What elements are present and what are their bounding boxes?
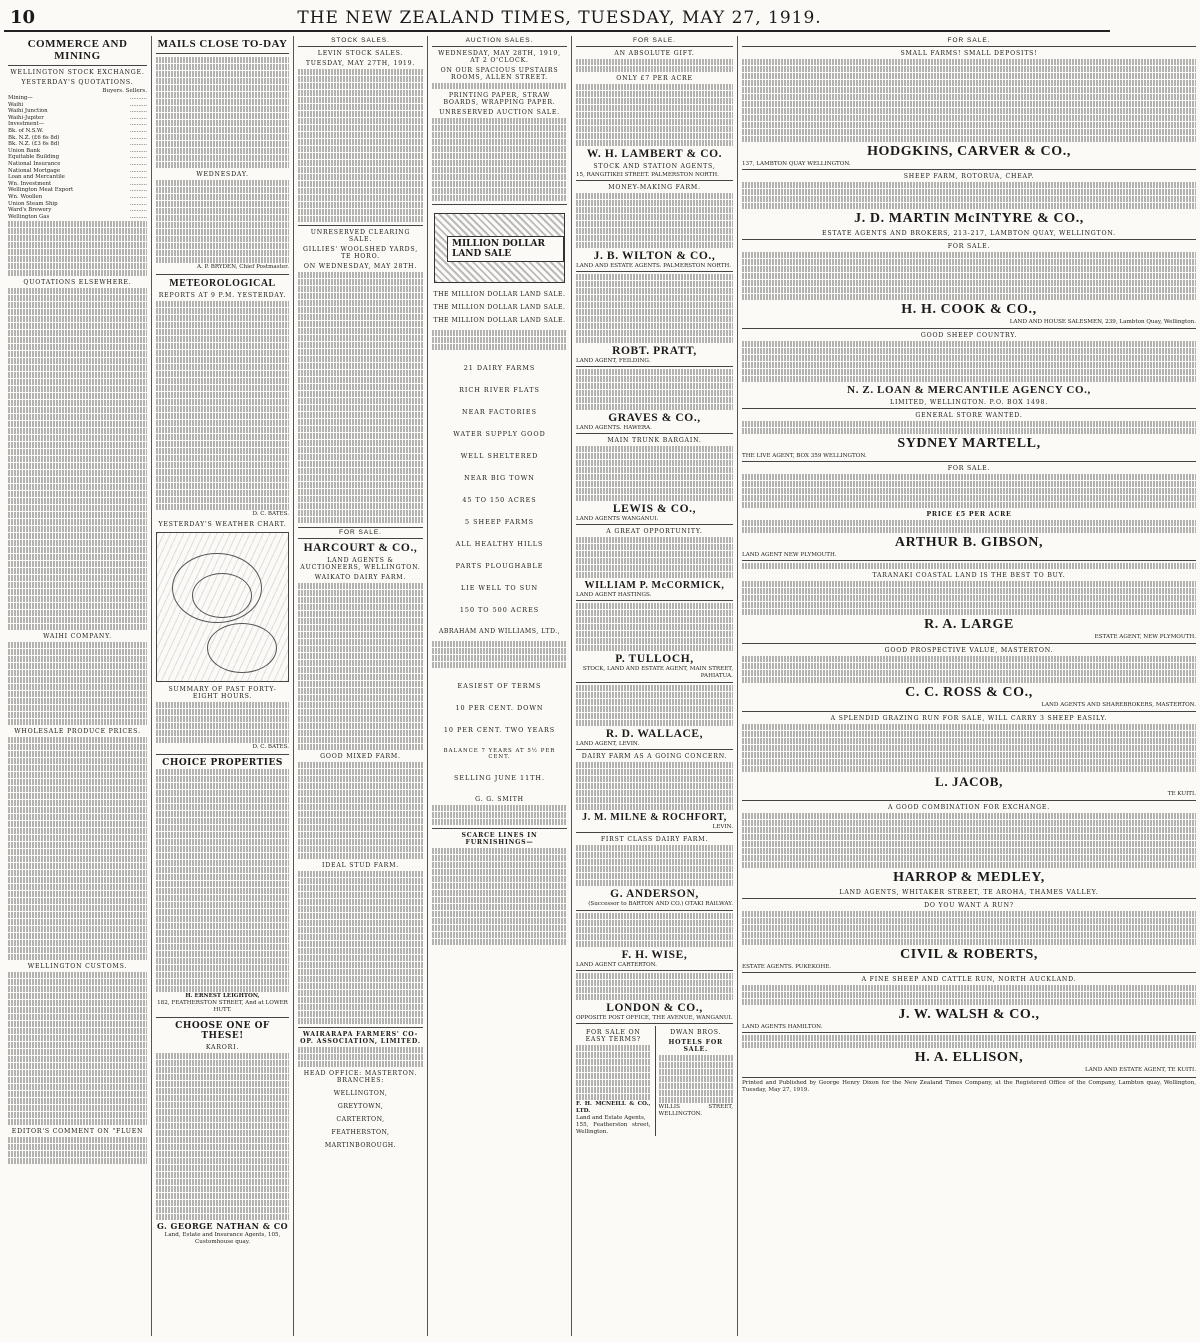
smith-signature: G. G. SMITH [475,796,524,803]
stamp-label: MILLION DOLLAR LAND SALE [447,236,564,262]
wallace-firm: R. D. WALLACE, [605,728,704,740]
martell-sub: THE LIVE AGENT, BOX 359 WELLINGTON. [742,453,1196,462]
commerce-heading: COMMERCE AND MINING [27,38,128,62]
farm-line: 5 SHEEP FARMS [465,518,534,526]
table-row: Mining— .......... [8,95,147,101]
scarce-lines-heading: SCARCE LINES IN FURNISHINGS— [461,832,538,846]
ross-sub: LAND AGENTS AND SHAREBROKERS, MASTERTON. [742,702,1196,712]
for-sale-header: FOR SALE. [576,36,733,47]
text-block [742,59,1196,142]
farm-line: WATER SUPPLY GOOD [453,430,546,438]
farm-line: LIE WELL TO SUN [460,584,539,592]
table-row: Equitable Building .......... [8,154,147,161]
te-horo-heading: GILLIES' WOOLSHED YARDS, TE HORO. [302,246,419,260]
pratt-sub: LAND AGENT, FEILDING. [576,358,733,367]
farm-line: NEAR FACTORIES [462,408,537,416]
waihi-company-heading: WAIHI COMPANY. [43,633,112,641]
table-row: National Mortgage .......... [8,167,147,174]
wise-sub: LAND AGENT CARTERTON. [576,962,733,971]
grazing-run-heading: A SPLENDID GRAZING RUN FOR SALE, WILL CARRY 3 SHEEP EASILY. [830,715,1108,722]
graves-sub: LAND AGENTS. HAWERA. [576,425,733,434]
main-trunk-heading: MAIN TRUNK BARGAIN. [607,437,702,444]
mcneill-sub: Land and Estate Agents, [576,1115,646,1121]
farm-line: 21 DAIRY FARMS [463,364,536,372]
weather-chart-heading: YESTERDAY'S WEATHER CHART. [158,521,287,528]
column-mails [152,36,294,1336]
harrop-sub: LAND AGENTS, WHITAKER STREET, TE AROHA, THAMES VALLEY. [742,889,1196,899]
mcneill-block [576,1026,651,1136]
text-block [8,221,147,276]
milne-sub: LEVIN. [576,824,733,833]
masterton-heading: GOOD PROSPECTIVE VALUE, MASTERTON. [884,647,1054,654]
lambert-firm: W. H. LAMBERT & CO. [586,148,723,160]
text-block [659,1055,734,1103]
text-block [576,845,733,886]
text-block [298,272,423,523]
harrop-firm: HARROP & MEDLEY, [893,870,1045,885]
column-for-sale-a [572,36,738,1336]
branch-town: MARTINBOROUGH. [324,1142,397,1149]
imprint-footer: Printed and Published by George Henry Dixon for the New Zealand Times Company, at the Registered Office of the Company, Lambton quay, Wellington, Tuesday, May 27, 1919. [742,1077,1196,1094]
text-block [156,57,289,168]
mails-heading: MAILS CLOSE TO-DAY [157,38,288,50]
million-line: THE MILLION DOLLAR LAND SALE. [433,291,566,298]
jacob-firm: L. JACOB, [935,774,1003,789]
hodgkins-address: 137, LAMBTON QUAY WELLINGTON. [742,161,1196,170]
bates-signature: D. C. BATES. [252,511,289,517]
editor-comment-heading: EDITOR'S COMMENT ON "FLUEN [11,1128,144,1136]
jacob-sub: TE KUITI. [742,791,1196,801]
london-sub: OPPOSITE POST OFFICE, THE AVENUE, WANGANUI. [576,1015,733,1024]
tulloch-firm: P. TULLOCH, [615,653,694,665]
weather-chart-map [156,532,289,682]
table-row: Wn. Investment .......... [8,180,147,187]
quotations-table [8,95,147,220]
ellison-sub: LAND AND ESTATE AGENT, TE KUITI. [1085,1067,1196,1073]
table-row: Wellington Gas .......... [8,213,147,220]
wilton-firm: J. B. WILTON & CO., [593,250,716,262]
table-row: Investment— .......... [8,121,147,128]
leighton-address: 182, FEATHERSTON STREET, And at LOWER HUTT. [157,1000,288,1013]
farm-line: ALL HEALTHY HILLS [455,540,544,548]
newspaper-title: THE NEW ZEALAND TIMES, TUESDAY, MAY 27, 1919. [297,8,822,28]
text-block [742,1035,1196,1048]
clearing-sale-heading: UNRESERVED CLEARING SALE. [310,229,411,243]
unreserved-heading: UNRESERVED AUCTION SALE. [439,109,560,116]
wairarapa-firm: WAIRARAPA FARMERS' CO-OP. ASSOCIATION, LIMITED. [300,1031,421,1045]
combination-heading: A GOOD COMBINATION FOR EXCHANGE. [888,804,1050,811]
mcintyre-firm: J. D. MARTIN McINTYRE & CO., [854,211,1084,226]
lambert-address: 15, RANGITIKEI STREET. PALMERSTON NORTH. [576,172,733,181]
for-sale-header: FOR SALE. [298,527,423,539]
small-farms-heading: SMALL FARMS! SMALL DEPOSITS! [900,50,1038,57]
wednesday-heading: ON WEDNESDAY, MAY 28TH. [303,263,418,270]
pratt-firm: ROBT. PRATT, [612,345,697,357]
mcneill-firm: F. H. MCNEILL & CO., LTD. [576,1101,651,1114]
gibson-firm: ARTHUR B. GIBSON, [894,535,1044,550]
text-block [576,369,733,410]
bottom-split [576,1026,733,1136]
auction-sales-header: AUCTION SALES. [432,36,567,47]
text-block [576,537,733,578]
civil-roberts-firm: CIVIL & ROBERTS, [900,947,1038,962]
branch-town: CARTERTON, [336,1116,385,1123]
cook-firm: H. H. COOK & CO., [901,302,1037,317]
column-stock-sales [294,36,428,1336]
waikato-heading: WAIKATO DAIRY FARM. [314,574,407,581]
harcourt-firm: HARCOURT & CO., [303,542,418,554]
walsh-sub: LAND AGENTS HAMILTON. [742,1024,1196,1033]
farm-line: 45 TO 150 ACRES [462,496,537,504]
text-block [432,805,567,825]
branch-town: FEATHERSTON, [331,1129,390,1136]
term-line: BALANCE 7 YEARS AT 5½ PER CENT. [443,748,556,760]
mixed-farm-heading: GOOD MIXED FARM. [320,753,401,760]
abraham-williams: ABRAHAM AND WILLIAMS, LTD., [438,628,561,635]
anderson-firm: G. ANDERSON, [610,888,699,900]
text-block [298,69,423,222]
london-firm: LONDON & CO., [606,1002,703,1014]
text-block [576,913,733,947]
text-block [8,737,147,960]
text-block [298,583,423,750]
text-block [298,762,423,859]
civil-roberts-sub: ESTATE AGENTS. PUKEKOHE. [742,964,1196,973]
column-auction-sales [428,36,572,1336]
table-row: Union Steam Ship .......... [8,200,147,207]
branch-town: GREYTOWN, [337,1103,384,1110]
ross-firm: C. C. ROSS & CO., [905,685,1033,700]
absolute-gift-heading: AN ABSOLUTE GIFT. [614,50,695,57]
money-making-heading: MONEY-MAKING FARM. [608,184,701,191]
mccormick-firm: WILLIAM P. McCORMICK, [584,580,725,591]
text-block [742,421,1196,434]
text-block [576,274,733,343]
first-class-heading: FIRST CLASS DAIRY FARM. [600,836,709,843]
ellison-firm: H. A. ELLISON, [914,1050,1024,1065]
tulloch-sub: STOCK, LAND AND ESTATE AGENT, MAIN STREET, PAHIATUA. [576,666,733,683]
dwan-address: WILLIS STREET, WELLINGTON. [658,1104,733,1117]
dwan-block [655,1026,734,1136]
nz-loan-sub: LIMITED, WELLINGTON. P.O. BOX 1498. [742,399,1196,409]
mcneill-address: 155, Featherston street, Wellington. [576,1122,651,1135]
table-row: Wn. Woollen .......... [8,193,147,200]
for-sale-header: FOR SALE. [742,36,1196,47]
farm-line: NEAR BIG TOWN [464,474,535,482]
columns [4,36,1196,1336]
quotations-elsewhere-heading: QUOTATIONS ELSEWHERE. [23,279,132,287]
text-block [8,972,147,1125]
karori-heading: KARORI. [205,1044,240,1051]
hodgkins-firm: HODGKINS, CARVER & CO., [867,144,1071,159]
mccormick-sub: LAND AGENT HASTINGS. [576,592,733,601]
gibson-sub: LAND AGENT NEW PLYMOUTH. [742,552,1196,561]
table-row: Waihi-Jupiter .......... [8,114,147,121]
easiest-terms: EASIEST OF TERMS [457,682,542,690]
text-block [742,474,1196,508]
large-firm: R. A. LARGE [924,617,1014,632]
table-row: National Insurance .......... [8,160,147,167]
column-for-sale-b [738,36,1200,1336]
wednesday-heading: WEDNESDAY. [196,171,249,178]
farm-line: PARTS PLOUGHABLE [455,562,544,570]
text-block [742,182,1196,209]
table-row: Wellington Meat Export .......... [8,187,147,194]
text-block [742,341,1196,382]
nz-loan-firm: N. Z. LOAN & MERCANTILE AGENCY CO., [847,384,1091,396]
text-block [576,1045,651,1100]
text-block [8,288,147,630]
great-opportunity-heading: A GREAT OPPORTUNITY. [606,528,703,535]
anderson-sub: (Successor to BARTON AND CO.) OTAKI RAILWAY. [576,901,733,911]
text-block [298,1047,423,1067]
dwan-firm: DWAN BROS. [670,1029,722,1036]
text-block [742,813,1196,868]
customs-heading: WELLINGTON CUSTOMS. [27,963,128,971]
meteorological-heading: METEOROLOGICAL [169,278,276,289]
auction-venue: ON OUR SPACIOUS UPSTAIRS ROOMS, ALLEN STREET. [440,67,559,81]
quotations-heading: YESTERDAY'S QUOTATIONS. [21,79,134,86]
wallace-sub: LAND AGENT, LEVIN. [576,741,733,750]
million-line: THE MILLION DOLLAR LAND SALE. [433,304,566,311]
table-row: Bk. N.Z. (£3 6s 8d) .......... [8,141,147,148]
farm-line: 150 TO 500 ACRES [459,606,540,614]
text-block [8,642,147,725]
term-line: 10 PER CENT. DOWN [455,704,544,712]
text-block [432,118,567,201]
choose-heading: CHOOSE ONE OF THESE! [175,1021,270,1041]
summary-heading: SUMMARY OF PAST FORTY-EIGHT HOURS. [168,686,277,700]
auction-lots: PRINTING PAPER, STRAW BOARDS, WRAPPING PAPER. [443,92,556,106]
wilton-sub: LAND AND ESTATE AGENTS. PALMERSTON NORTH. [576,263,733,272]
lambert-sub: STOCK AND STATION AGENTS, [593,163,716,170]
run-heading: DO YOU WANT A RUN? [924,902,1014,909]
million-dollar-land-sale-graphic [434,213,565,283]
table-row: Waihi .......... [8,101,147,108]
text-block [156,702,289,743]
lewis-firm: LEWIS & CO., [612,503,697,515]
text-block [742,252,1196,300]
text-block [576,762,733,810]
for-sale-subheading: FOR SALE. [947,243,991,250]
stud-farm-heading: IDEAL STUD FARM. [322,862,399,869]
text-block [576,193,733,248]
wise-firm: F. H. WISE, [621,949,688,961]
reports-heading: REPORTS AT 9 P.M. YESTERDAY. [158,292,287,299]
walsh-firm: J. W. WALSH & CO., [898,1007,1040,1022]
text-block [742,520,1196,533]
text-block [156,301,289,510]
text-block [742,911,1196,945]
text-block [432,641,567,668]
price-heading: ONLY £7 PER ACRE [616,75,693,82]
hotels-heading: HOTELS FOR SALE. [668,1039,723,1053]
easy-terms-heading: FOR SALE ON EASY TERMS? [585,1029,641,1043]
table-row: Union Bank .......... [8,147,147,154]
lewis-sub: LAND AGENTS WANGANUI. [576,516,733,525]
text-block [432,848,567,945]
wholesale-produce-heading: WHOLESALE PRODUCE PRICES. [14,728,141,736]
table-row: Loan and Mercantile .......... [8,174,147,181]
rotorua-heading: SHEEP FARM, ROTORUA, CHEAP. [903,173,1035,180]
text-block [156,769,289,992]
choice-properties-heading: CHOICE PROPERTIES [162,758,283,768]
text-block [576,84,733,146]
text-block [742,985,1196,1005]
price-line: PRICE £5 PER ACRE [926,511,1012,518]
page-number: 10 [10,7,36,28]
levin-heading: LEVIN STOCK SALES. [317,50,404,57]
branches-label: HEAD OFFICE: MASTERTON. BRANCHES: [303,1070,418,1084]
bates-signature-2: D. C. BATES. [252,744,289,750]
mcintyre-address: ESTATE AGENTS AND BROKERS, 213-217, LAMBTON QUAY, WELLINGTON. [742,230,1196,240]
auction-date: WEDNESDAY, MAY 28TH, 1919, AT 2 O'CLOCK. [438,50,561,64]
masthead [4,6,1110,32]
text-block [156,1053,289,1220]
large-sub: ESTATE AGENT, NEW PLYMOUTH. [742,634,1196,644]
text-block [742,656,1196,683]
million-line: THE MILLION DOLLAR LAND SALE. [433,317,566,324]
dairy-going-heading: DAIRY FARM AS A GOING CONCERN. [581,753,728,760]
graves-firm: GRAVES & CO., [608,412,701,424]
leighton-signature: H. ERNEST LEIGHTON, [185,993,260,999]
cook-sub: LAND AND HOUSE SALESMEN, 239, Lambton Quay, Wellington. [742,319,1196,329]
harcourt-sub: LAND AGENTS & AUCTIONEERS, WELLINGTON. [300,557,421,571]
nathan-address: Land, Estate and Insurance Agents, 105, Customhouse quay. [164,1232,281,1245]
text-block [298,871,423,1024]
text-block [742,724,1196,772]
text-block [576,685,733,726]
stock-sales-header: STOCK SALES. [298,36,423,47]
buyers-sellers-label: Buyers. Sellers. [102,88,147,94]
table-row: Waihi Junction .......... [8,108,147,115]
branch-town: WELLINGTON, [333,1090,388,1097]
text-block [576,446,733,501]
nathan-firm: G. GEORGE NATHAN & CO [156,1221,289,1231]
milne-firm: J. M. MILNE & ROCHFORT, [582,812,727,823]
text-block [432,83,567,89]
sheep-country-heading: GOOD SHEEP COUNTRY. [920,332,1018,339]
text-block [742,581,1196,615]
martell-firm: SYDNEY MARTELL, [897,436,1041,451]
selling-date: SELLING JUNE 11TH. [453,774,546,782]
text-block [156,180,289,263]
farm-line: WELL SHELTERED [460,452,539,460]
table-row: Bk. of N.S.W. .......... [8,127,147,134]
text-block [8,1137,147,1164]
levin-date: TUESDAY, MAY 27TH, 1919. [305,60,416,67]
north-auckland-heading: A FINE SHEEP AND CATTLE RUN, NORTH AUCKLAND. [861,976,1077,983]
text-block [576,973,733,1000]
for-sale-subheading-2: FOR SALE. [947,465,991,472]
text-block [432,330,567,350]
table-row: Ward's Brewery .......... [8,207,147,214]
farm-line: RICH RIVER FLATS [459,386,540,394]
text-block [576,59,733,72]
text-block [576,603,733,651]
column-commerce [4,36,152,1336]
text-block [742,563,1196,569]
general-store-heading: GENERAL STORE WANTED. [915,412,1023,419]
taranaki-heading: TARANAKI COASTAL LAND IS THE BEST TO BUY. [872,572,1066,579]
table-row: Bk. N.Z. (£6 6s 8d) .......... [8,134,147,141]
term-line: 10 PER CENT. TWO YEARS [443,726,556,734]
postmaster-signature: A. P. BRYDEN, Chief Postmaster. [196,264,289,270]
stock-exchange-heading: WELLINGTON STOCK EXCHANGE. [10,69,145,76]
